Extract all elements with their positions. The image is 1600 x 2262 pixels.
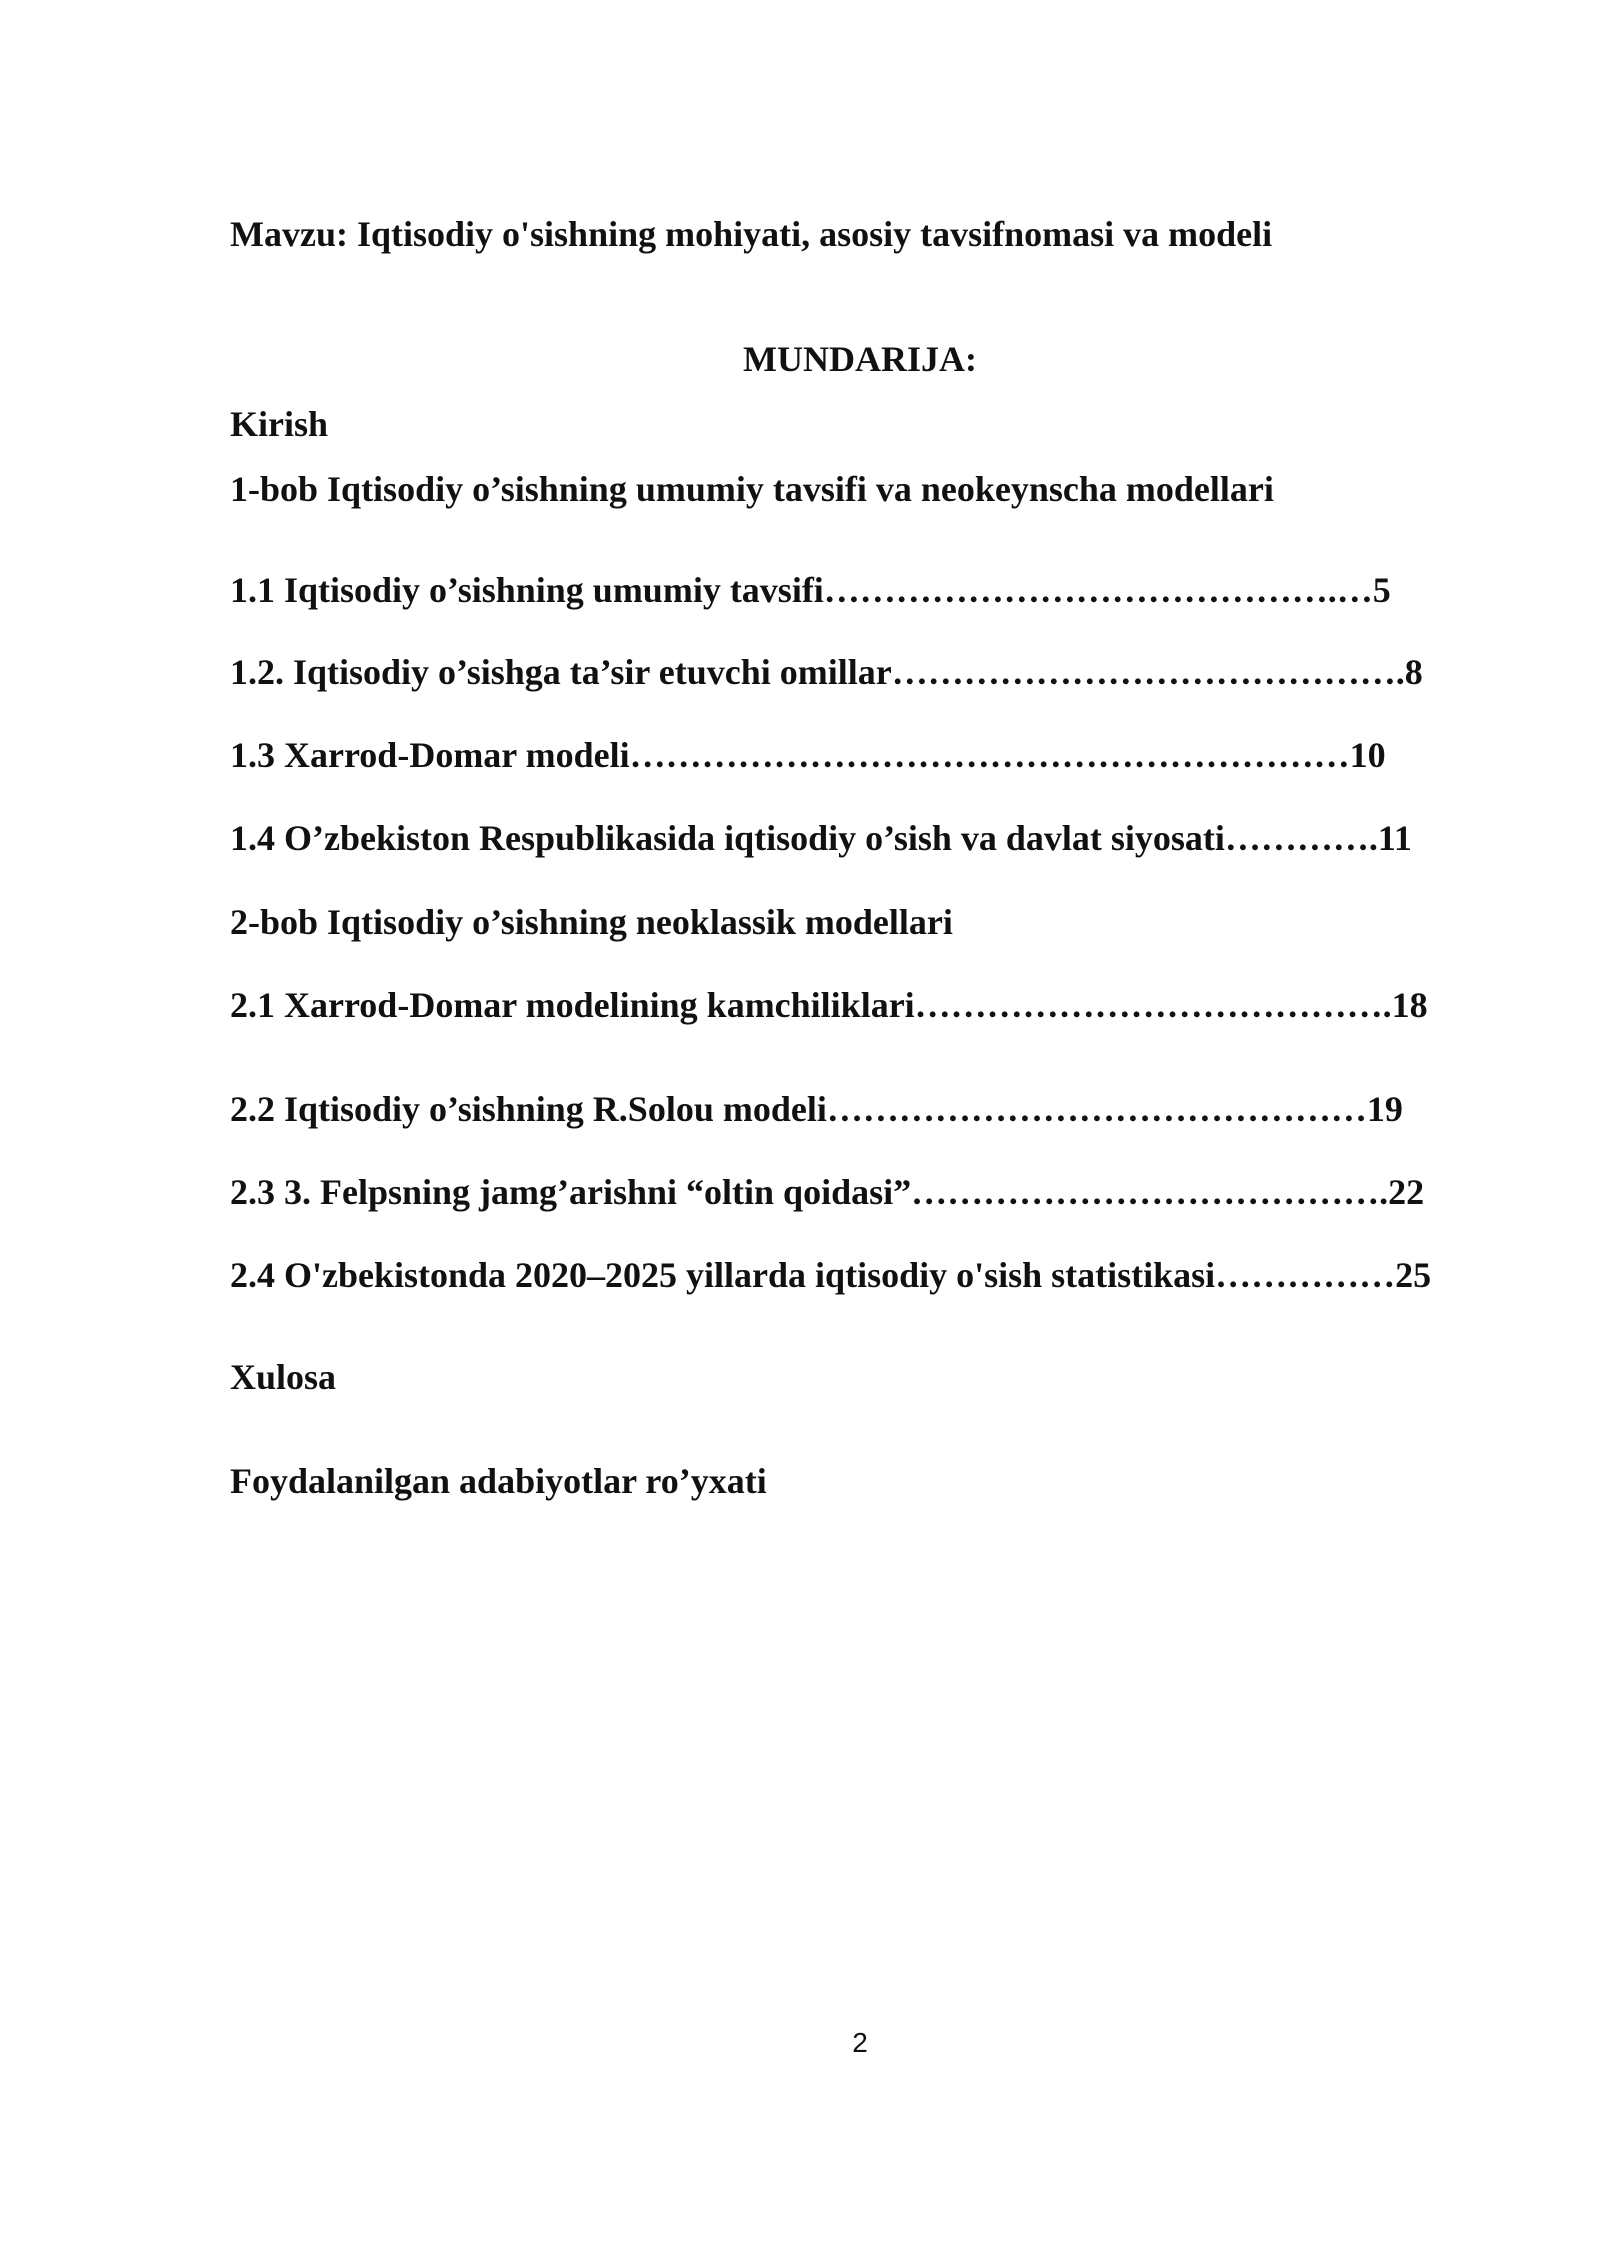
toc-entry-2-4: 2.4 O'zbekistonda 2020–2025 yillarda iqtisodiy o'sish statistikasi……………25 [230, 1255, 1432, 1295]
toc-entry-1-3: 1.3 Xarrod-Domar modeli……………………………………………………10 [230, 735, 1386, 775]
toc-chapter-2-title: 2-bob Iqtisodiy o’sishning neoklassik modellari [230, 902, 953, 942]
toc-entry-1-2: 1.2. Iqtisodiy o’sishga ta’sir etuvchi omillar…………………………………….8 [230, 652, 1423, 692]
toc-entry-1-4: 1.4 O’zbekiston Respublikasida iqtisodiy o’sish va davlat siyosati………….11 [230, 818, 1412, 858]
topic-title: Mavzu: Iqtisodiy o'sishning mohiyati, asosiy tavsifnomasi va modeli [230, 214, 1273, 254]
toc-entry-1-1: 1.1 Iqtisodiy o’sishning umumiy tavsifi…………………………………….…5 [230, 570, 1391, 610]
contents-heading: MUNDARIJA: [743, 339, 977, 379]
toc-introduction: Kirish [230, 404, 329, 444]
page-number: 2 [852, 2027, 868, 2058]
toc-entry-2-1: 2.1 Xarrod-Domar modelining kamchiliklari………………………………….18 [230, 985, 1428, 1025]
toc-references: Foydalanilgan adabiyotlar ro’yxati [230, 1461, 767, 1501]
toc-conclusion: Xulosa [230, 1357, 337, 1397]
toc-entry-2-2: 2.2 Iqtisodiy o’sishning R.Solou modeli………………………………………19 [230, 1089, 1403, 1129]
toc-chapter-1-title: 1-bob Iqtisodiy o’sishning umumiy tavsifi va neokeynscha modellari [230, 469, 1274, 509]
toc-entry-2-3: 2.3 3. Felpsning jamg’arishni “oltin qoidasi”………………………………….22 [230, 1172, 1425, 1212]
